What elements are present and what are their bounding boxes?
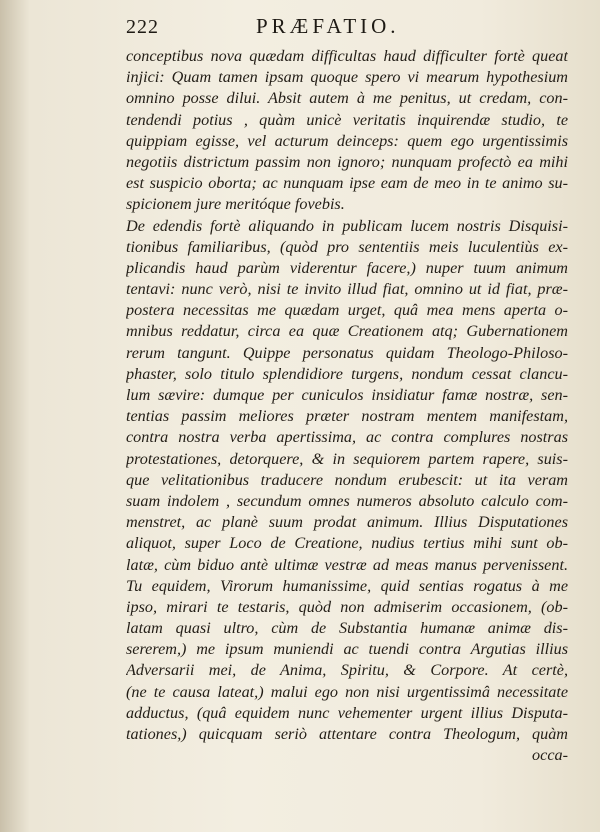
text-line: conceptibus nova quædam difficultas haud difficulter fortè queat [126, 47, 568, 65]
text-line: tentavi: nunc verò, nisi te invito illud fiat, omnino ut id fiat, præ- [126, 280, 568, 299]
text-line: latam quasi ultro, cùm de Substantia humanæ animæ dis- [126, 619, 568, 638]
text-line: tionibus familiaribus, (quòd pro sententiis meis luculentiùs ex- [126, 237, 568, 256]
text-line: Adversarii mei, de Anima, Spiritu, & Corpore. At certè, [126, 661, 568, 680]
text-line: phaster, solo titulo splendidiore turgens, nondum cessat clancu- [126, 364, 568, 383]
text-line: tationes,) quicquam seriò attentare contra Theologum, quàm [126, 725, 568, 743]
text-line: mnibus reddatur, circa ea quæ Creationem atq; Gubernationem [126, 322, 568, 341]
text-line: rerum tangunt. Quippe personatus quidam Theologo-Philoso- [126, 343, 568, 362]
text-line: protestationes, detorquere, & in sequiorem partem rapere, suis- [126, 449, 568, 468]
text-line: negotiis districtum passim non ignoro; nunquam profectò ea mihi [126, 152, 568, 171]
body-text [126, 46, 568, 766]
text-line: tendendi potius , quàm unicè veritatis inquirendæ studio, te [126, 110, 568, 129]
text-line: suam indolem , secundum omnes numeros absoluto calculo com- [126, 491, 568, 510]
text-line: quippiam egisse, vel acturum deinceps: quem ego urgentissimis [126, 131, 568, 150]
text-line: lum sævire: dumque per cuniculos insidiatur famæ nostræ, sen- [126, 386, 568, 404]
page-header [126, 14, 566, 44]
text-line: contra nostra verba apertissima, ac contra complures nostras [126, 428, 568, 447]
page-number: 222 [126, 16, 159, 38]
text-line: tentias passim meliores præter nostram mentem manifestam, [126, 407, 568, 426]
running-title: PRÆFATIO. [256, 14, 400, 38]
text-line: De edendis fortè aliquando in publicam lucem nostris Disquisi- [126, 216, 568, 235]
text-line: plicandis haud parùm viderentur facere,) nuper tuum animum [126, 258, 568, 277]
catchword: occa- [532, 746, 568, 765]
text-line: omnino posse dilui. Absit autem à me penitus, ut credam, con- [126, 89, 568, 108]
paragraph-last-line: spicionem jure meritóque fovebis. [126, 195, 345, 214]
text-line: postera necessitas me quædam urget, quâ mea mens aperta o- [126, 301, 568, 320]
text-line: (ne te causa lateat,) malui ego non nisi urgentissimâ necessitate [126, 682, 568, 701]
text-line: injici: Quam tamen ipsam quoque spero vi mearum hypothesium [126, 68, 568, 87]
text-line: menstret, ac planè suum prodat animum. Illius Disputationes [126, 513, 568, 532]
text-line: aliquot, super Loco de Creatione, nudius tertius mihi sunt ob- [126, 534, 568, 553]
text-line: sererem,) me ipsum muniendi ac tuendi contra Argutias illius [126, 640, 568, 659]
text-line: que velitationibus traducere nondum erubescit: ut ita veram [126, 470, 568, 489]
text-line: ipso, mirari te testaris, quòd non admiserim occasionem, (ob- [126, 597, 568, 616]
text-line: est suspicio oborta; ac nunquam ipse eam de meo in te animo su- [126, 174, 568, 193]
text-line: adductus, (quâ equidem nunc vehementer urgent illius Disputa- [126, 703, 568, 722]
text-line: latæ, cùm biduo antè ultimæ vestræ ad meas manus pervenissent. [126, 555, 568, 574]
text-line: Tu equidem, Virorum humanissime, quid sentias rogatus à me [126, 576, 568, 595]
